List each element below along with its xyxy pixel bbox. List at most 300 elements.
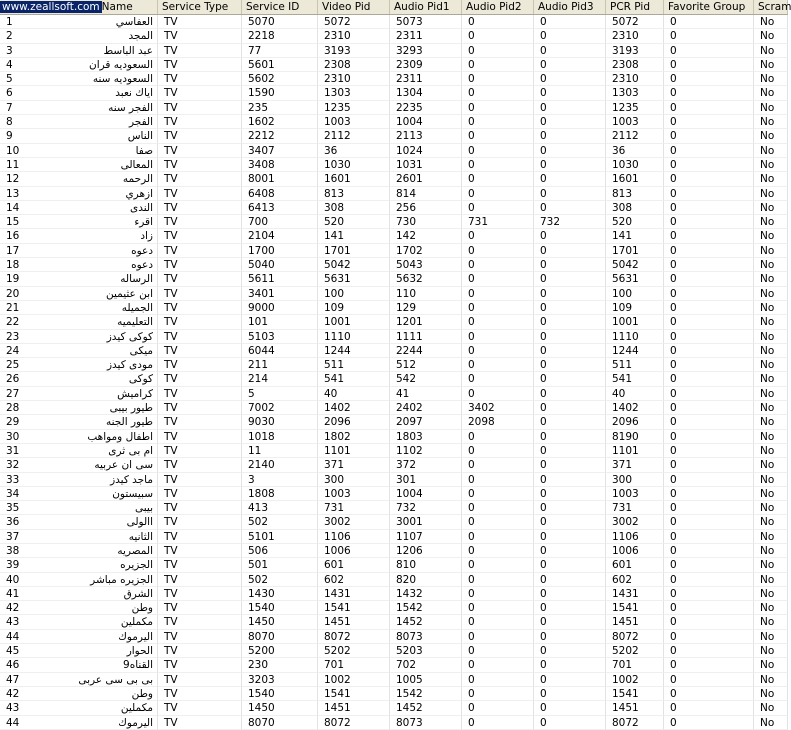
cell-service-type: TV bbox=[158, 29, 242, 43]
cell-pcr-pid: 1030 bbox=[606, 158, 664, 172]
channel-name: زاد bbox=[140, 230, 153, 243]
channel-name: كراميش bbox=[117, 387, 153, 400]
cell-video-pid: 1002 bbox=[318, 673, 390, 687]
cell-service-id: 3401 bbox=[242, 287, 318, 301]
cell-service-id: 1540 bbox=[242, 601, 318, 615]
column-header-name[interactable] bbox=[0, 0, 158, 14]
column-header-service-id[interactable]: Service ID bbox=[242, 0, 318, 14]
cell-video-pid: 1106 bbox=[318, 530, 390, 544]
table-row[interactable] bbox=[0, 444, 788, 458]
cell-audio-pid1: 730 bbox=[390, 215, 462, 229]
cell-video-pid: 3002 bbox=[318, 515, 390, 529]
row-number: 42 bbox=[6, 687, 20, 700]
cell-video-pid: 5631 bbox=[318, 272, 390, 286]
cell-name bbox=[0, 258, 158, 272]
cell-video-pid: 602 bbox=[318, 573, 390, 587]
table-row[interactable] bbox=[0, 187, 788, 201]
cell-favorite-group: 0 bbox=[664, 258, 754, 272]
cell-favorite-group: 0 bbox=[664, 601, 754, 615]
cell-scrambled: No bbox=[754, 387, 788, 401]
cell-scrambled: No bbox=[754, 15, 788, 29]
row-number: 46 bbox=[6, 659, 20, 672]
cell-video-pid: 1235 bbox=[318, 101, 390, 115]
cell-audio-pid2: 0 bbox=[462, 201, 534, 215]
cell-pcr-pid: 2310 bbox=[606, 29, 664, 43]
table-row[interactable] bbox=[0, 558, 788, 572]
cell-video-pid: 8072 bbox=[318, 716, 390, 730]
column-header-favorite-group[interactable]: Favorite Group bbox=[664, 0, 754, 14]
cell-video-pid: 1001 bbox=[318, 315, 390, 329]
table-row[interactable] bbox=[0, 144, 788, 158]
cell-audio-pid1: 1004 bbox=[390, 115, 462, 129]
row-number: 42 bbox=[6, 602, 20, 615]
table-row[interactable] bbox=[0, 430, 788, 444]
cell-video-pid: 1431 bbox=[318, 587, 390, 601]
cell-audio-pid3: 0 bbox=[534, 372, 606, 386]
cell-audio-pid3: 0 bbox=[534, 358, 606, 372]
table-row[interactable] bbox=[0, 172, 788, 186]
cell-video-pid: 2308 bbox=[318, 58, 390, 72]
cell-service-id: 1540 bbox=[242, 687, 318, 701]
column-header-audio-pid1[interactable]: Audio Pid1 bbox=[390, 0, 462, 14]
cell-audio-pid2: 731 bbox=[462, 215, 534, 229]
cell-audio-pid1: 8073 bbox=[390, 630, 462, 644]
cell-pcr-pid: 1003 bbox=[606, 487, 664, 501]
table-row[interactable] bbox=[0, 330, 788, 344]
cell-pcr-pid: 2096 bbox=[606, 415, 664, 429]
channel-name: وطن bbox=[131, 687, 153, 700]
cell-service-type: TV bbox=[158, 58, 242, 72]
table-row[interactable] bbox=[0, 287, 788, 301]
cell-service-type: TV bbox=[158, 530, 242, 544]
cell-pcr-pid: 8190 bbox=[606, 430, 664, 444]
table-row[interactable] bbox=[0, 158, 788, 172]
cell-audio-pid2: 0 bbox=[462, 687, 534, 701]
table-row[interactable] bbox=[0, 229, 788, 243]
table-row[interactable] bbox=[0, 72, 788, 86]
table-row[interactable] bbox=[0, 44, 788, 58]
row-number: 45 bbox=[6, 645, 20, 658]
cell-audio-pid2: 0 bbox=[462, 573, 534, 587]
cell-pcr-pid: 371 bbox=[606, 458, 664, 472]
cell-pcr-pid: 601 bbox=[606, 558, 664, 572]
cell-audio-pid2: 0 bbox=[462, 716, 534, 730]
table-row[interactable] bbox=[0, 258, 788, 272]
cell-scrambled: No bbox=[754, 673, 788, 687]
column-header-video-pid[interactable]: Video Pid bbox=[318, 0, 390, 14]
cell-pcr-pid: 813 bbox=[606, 187, 664, 201]
cell-service-id: 2140 bbox=[242, 458, 318, 472]
row-number: 19 bbox=[6, 273, 20, 286]
cell-video-pid: 308 bbox=[318, 201, 390, 215]
cell-pcr-pid: 1451 bbox=[606, 615, 664, 629]
cell-audio-pid1: 1452 bbox=[390, 615, 462, 629]
row-number: 40 bbox=[6, 573, 20, 586]
cell-service-type: TV bbox=[158, 515, 242, 529]
table-row[interactable] bbox=[0, 115, 788, 129]
column-header-audio-pid2[interactable]: Audio Pid2 bbox=[462, 0, 534, 14]
cell-scrambled: No bbox=[754, 244, 788, 258]
table-row[interactable] bbox=[0, 215, 788, 229]
cell-scrambled: No bbox=[754, 258, 788, 272]
table-row[interactable] bbox=[0, 129, 788, 143]
cell-service-id: 6044 bbox=[242, 344, 318, 358]
cell-service-type: TV bbox=[158, 201, 242, 215]
cell-scrambled: No bbox=[754, 301, 788, 315]
channel-name: الثانيه bbox=[128, 530, 153, 543]
row-number: 2 bbox=[6, 30, 13, 43]
cell-scrambled: No bbox=[754, 601, 788, 615]
cell-name bbox=[0, 287, 158, 301]
cell-name bbox=[0, 215, 158, 229]
row-number: 1 bbox=[6, 16, 13, 28]
cell-service-id: 506 bbox=[242, 544, 318, 558]
cell-audio-pid2: 0 bbox=[462, 530, 534, 544]
table-row[interactable] bbox=[0, 58, 788, 72]
channel-name: اليرموك bbox=[118, 716, 153, 729]
cell-audio-pid1: 5632 bbox=[390, 272, 462, 286]
cell-audio-pid3: 0 bbox=[534, 29, 606, 43]
cell-audio-pid2: 0 bbox=[462, 658, 534, 672]
cell-audio-pid2: 0 bbox=[462, 444, 534, 458]
table-row[interactable] bbox=[0, 515, 788, 529]
row-number: 41 bbox=[6, 587, 20, 600]
cell-service-id: 502 bbox=[242, 515, 318, 529]
cell-name bbox=[0, 615, 158, 629]
column-header-service-type[interactable]: Service Type bbox=[158, 0, 242, 14]
table-row[interactable] bbox=[0, 315, 788, 329]
table-row[interactable] bbox=[0, 101, 788, 115]
cell-pcr-pid: 1003 bbox=[606, 115, 664, 129]
cell-audio-pid1: 372 bbox=[390, 458, 462, 472]
channel-name: مكملين bbox=[120, 616, 153, 629]
cell-video-pid: 1601 bbox=[318, 172, 390, 186]
cell-audio-pid1: 256 bbox=[390, 201, 462, 215]
cell-audio-pid2: 0 bbox=[462, 430, 534, 444]
cell-favorite-group: 0 bbox=[664, 158, 754, 172]
cell-scrambled: No bbox=[754, 44, 788, 58]
cell-favorite-group: 0 bbox=[664, 372, 754, 386]
table-row[interactable] bbox=[0, 29, 788, 43]
cell-audio-pid1: 1542 bbox=[390, 687, 462, 701]
cell-service-id: 5602 bbox=[242, 72, 318, 86]
table-row[interactable] bbox=[0, 658, 788, 672]
cell-audio-pid1: 702 bbox=[390, 658, 462, 672]
cell-name bbox=[0, 687, 158, 701]
row-number: 5 bbox=[6, 73, 13, 86]
cell-service-id: 5070 bbox=[242, 15, 318, 29]
cell-audio-pid3: 0 bbox=[534, 315, 606, 329]
cell-favorite-group: 0 bbox=[664, 716, 754, 730]
cell-audio-pid2: 0 bbox=[462, 487, 534, 501]
cell-service-type: TV bbox=[158, 287, 242, 301]
cell-scrambled: No bbox=[754, 215, 788, 229]
cell-pcr-pid: 1244 bbox=[606, 344, 664, 358]
table-row[interactable] bbox=[0, 544, 788, 558]
cell-service-type: TV bbox=[158, 587, 242, 601]
table-row[interactable] bbox=[0, 344, 788, 358]
cell-video-pid: 1451 bbox=[318, 701, 390, 715]
cell-scrambled: No bbox=[754, 272, 788, 286]
table-row[interactable] bbox=[0, 573, 788, 587]
row-number: 7 bbox=[6, 101, 13, 114]
cell-audio-pid2: 0 bbox=[462, 673, 534, 687]
column-header-pcr-pid[interactable]: PCR Pid bbox=[606, 0, 664, 14]
cell-audio-pid1: 512 bbox=[390, 358, 462, 372]
cell-audio-pid3: 0 bbox=[534, 287, 606, 301]
row-number: 4 bbox=[6, 58, 13, 71]
table-row[interactable] bbox=[0, 458, 788, 472]
table-row[interactable] bbox=[0, 358, 788, 372]
cell-favorite-group: 0 bbox=[664, 187, 754, 201]
cell-service-type: TV bbox=[158, 215, 242, 229]
row-number: 9 bbox=[6, 130, 13, 143]
cell-service-id: 3408 bbox=[242, 158, 318, 172]
table-row[interactable] bbox=[0, 601, 788, 615]
cell-audio-pid1: 5043 bbox=[390, 258, 462, 272]
cell-service-type: TV bbox=[158, 716, 242, 730]
table-row[interactable] bbox=[0, 644, 788, 658]
cell-video-pid: 731 bbox=[318, 501, 390, 515]
cell-pcr-pid: 1001 bbox=[606, 315, 664, 329]
channel-name: مودى كيدز bbox=[106, 359, 153, 372]
cell-audio-pid1: 810 bbox=[390, 558, 462, 572]
table-row[interactable] bbox=[0, 687, 788, 701]
cell-service-id: 5601 bbox=[242, 58, 318, 72]
row-number: 43 bbox=[6, 616, 20, 629]
cell-service-id: 214 bbox=[242, 372, 318, 386]
cell-favorite-group: 0 bbox=[664, 558, 754, 572]
cell-name bbox=[0, 201, 158, 215]
cell-audio-pid2: 0 bbox=[462, 330, 534, 344]
table-row[interactable] bbox=[0, 244, 788, 258]
channel-name: ميكى bbox=[129, 344, 153, 357]
cell-service-id: 6408 bbox=[242, 187, 318, 201]
cell-video-pid: 601 bbox=[318, 558, 390, 572]
cell-video-pid: 2310 bbox=[318, 29, 390, 43]
cell-audio-pid3: 0 bbox=[534, 444, 606, 458]
channel-name: بى بى سى عربى bbox=[78, 673, 153, 686]
cell-audio-pid3: 0 bbox=[534, 301, 606, 315]
cell-audio-pid3: 0 bbox=[534, 544, 606, 558]
cell-pcr-pid: 1541 bbox=[606, 687, 664, 701]
cell-name bbox=[0, 530, 158, 544]
cell-name bbox=[0, 658, 158, 672]
channel-name: مكملين bbox=[120, 702, 153, 715]
cell-favorite-group: 0 bbox=[664, 473, 754, 487]
table-row[interactable] bbox=[0, 630, 788, 644]
cell-name bbox=[0, 15, 158, 29]
channel-name: الحوار bbox=[126, 645, 153, 658]
cell-name bbox=[0, 86, 158, 100]
cell-scrambled: No bbox=[754, 415, 788, 429]
cell-audio-pid1: 142 bbox=[390, 229, 462, 243]
cell-favorite-group: 0 bbox=[664, 358, 754, 372]
cell-audio-pid3: 0 bbox=[534, 687, 606, 701]
cell-scrambled: No bbox=[754, 473, 788, 487]
cell-favorite-group: 0 bbox=[664, 144, 754, 158]
cell-audio-pid1: 1031 bbox=[390, 158, 462, 172]
table-row[interactable] bbox=[0, 15, 788, 29]
cell-service-type: TV bbox=[158, 458, 242, 472]
table-row[interactable] bbox=[0, 530, 788, 544]
row-number: 20 bbox=[6, 287, 20, 300]
cell-scrambled: No bbox=[754, 29, 788, 43]
cell-pcr-pid: 1235 bbox=[606, 101, 664, 115]
cell-video-pid: 1006 bbox=[318, 544, 390, 558]
cell-audio-pid2: 0 bbox=[462, 187, 534, 201]
cell-scrambled: No bbox=[754, 58, 788, 72]
cell-favorite-group: 0 bbox=[664, 172, 754, 186]
channel-name: العفاسي bbox=[115, 16, 153, 28]
channel-name: ازهري bbox=[125, 187, 153, 200]
cell-service-id: 1450 bbox=[242, 615, 318, 629]
cell-service-type: TV bbox=[158, 615, 242, 629]
cell-audio-pid3: 0 bbox=[534, 229, 606, 243]
table-row[interactable] bbox=[0, 387, 788, 401]
cell-name bbox=[0, 115, 158, 129]
cell-favorite-group: 0 bbox=[664, 587, 754, 601]
table-row[interactable] bbox=[0, 501, 788, 515]
cell-service-id: 5 bbox=[242, 387, 318, 401]
cell-video-pid: 2112 bbox=[318, 129, 390, 143]
cell-pcr-pid: 2112 bbox=[606, 129, 664, 143]
channel-name: السعوديه سنه bbox=[92, 73, 153, 86]
column-header-scrambled[interactable]: Scram bbox=[754, 0, 788, 14]
cell-audio-pid1: 2235 bbox=[390, 101, 462, 115]
cell-scrambled: No bbox=[754, 716, 788, 730]
row-number: 44 bbox=[6, 630, 20, 643]
table-row[interactable] bbox=[0, 201, 788, 215]
channel-name: اقرء bbox=[134, 216, 153, 229]
cell-scrambled: No bbox=[754, 615, 788, 629]
cell-pcr-pid: 5072 bbox=[606, 15, 664, 29]
table-row[interactable] bbox=[0, 473, 788, 487]
cell-name bbox=[0, 401, 158, 415]
cell-audio-pid3: 0 bbox=[534, 458, 606, 472]
cell-video-pid: 541 bbox=[318, 372, 390, 386]
row-number: 31 bbox=[6, 444, 20, 457]
cell-video-pid: 1802 bbox=[318, 430, 390, 444]
cell-name bbox=[0, 544, 158, 558]
cell-scrambled: No bbox=[754, 658, 788, 672]
cell-name bbox=[0, 144, 158, 158]
cell-audio-pid1: 2402 bbox=[390, 401, 462, 415]
cell-service-type: TV bbox=[158, 330, 242, 344]
cell-audio-pid1: 1201 bbox=[390, 315, 462, 329]
cell-scrambled: No bbox=[754, 573, 788, 587]
cell-audio-pid3: 0 bbox=[534, 244, 606, 258]
channel-name: الجزيره مباشر bbox=[90, 573, 153, 586]
table-row[interactable] bbox=[0, 587, 788, 601]
table-row[interactable] bbox=[0, 372, 788, 386]
table-row[interactable] bbox=[0, 615, 788, 629]
table-row[interactable] bbox=[0, 716, 788, 730]
cell-favorite-group: 0 bbox=[664, 615, 754, 629]
column-header-audio-pid3[interactable]: Audio Pid3 bbox=[534, 0, 606, 14]
cell-video-pid: 1303 bbox=[318, 86, 390, 100]
cell-favorite-group: 0 bbox=[664, 701, 754, 715]
cell-audio-pid3: 0 bbox=[534, 344, 606, 358]
cell-audio-pid2: 0 bbox=[462, 101, 534, 115]
cell-pcr-pid: 40 bbox=[606, 387, 664, 401]
cell-audio-pid2: 0 bbox=[462, 315, 534, 329]
table-row[interactable] bbox=[0, 701, 788, 715]
cell-audio-pid1: 1542 bbox=[390, 601, 462, 615]
cell-name bbox=[0, 644, 158, 658]
table-row[interactable] bbox=[0, 673, 788, 687]
cell-scrambled: No bbox=[754, 229, 788, 243]
cell-pcr-pid: 511 bbox=[606, 358, 664, 372]
cell-audio-pid2: 0 bbox=[462, 601, 534, 615]
row-number: 25 bbox=[6, 359, 20, 372]
channel-name: بيبى bbox=[134, 502, 153, 515]
cell-audio-pid2: 0 bbox=[462, 701, 534, 715]
cell-favorite-group: 0 bbox=[664, 401, 754, 415]
cell-scrambled: No bbox=[754, 344, 788, 358]
table-row[interactable] bbox=[0, 401, 788, 415]
cell-service-id: 2212 bbox=[242, 129, 318, 143]
cell-audio-pid2: 0 bbox=[462, 544, 534, 558]
channel-name: سبيستون bbox=[112, 487, 153, 500]
cell-audio-pid2: 0 bbox=[462, 115, 534, 129]
table-row[interactable] bbox=[0, 487, 788, 501]
cell-name bbox=[0, 101, 158, 115]
cell-audio-pid3: 0 bbox=[534, 630, 606, 644]
cell-service-type: TV bbox=[158, 258, 242, 272]
cell-service-id: 1602 bbox=[242, 115, 318, 129]
cell-pcr-pid: 1402 bbox=[606, 401, 664, 415]
cell-audio-pid2: 0 bbox=[462, 515, 534, 529]
cell-name bbox=[0, 673, 158, 687]
table-row[interactable] bbox=[0, 301, 788, 315]
cell-service-type: TV bbox=[158, 558, 242, 572]
cell-audio-pid2: 0 bbox=[462, 86, 534, 100]
cell-service-type: TV bbox=[158, 344, 242, 358]
row-number: 32 bbox=[6, 459, 20, 472]
table-row[interactable] bbox=[0, 86, 788, 100]
channel-name: الجزيره bbox=[120, 559, 153, 572]
table-row[interactable] bbox=[0, 272, 788, 286]
cell-service-type: TV bbox=[158, 544, 242, 558]
cell-audio-pid3: 0 bbox=[534, 716, 606, 730]
cell-favorite-group: 0 bbox=[664, 315, 754, 329]
table-row[interactable] bbox=[0, 415, 788, 429]
cell-audio-pid1: 8073 bbox=[390, 716, 462, 730]
cell-audio-pid3: 0 bbox=[534, 158, 606, 172]
cell-video-pid: 141 bbox=[318, 229, 390, 243]
cell-name bbox=[0, 458, 158, 472]
cell-scrambled: No bbox=[754, 444, 788, 458]
cell-audio-pid2: 0 bbox=[462, 344, 534, 358]
channel-name: طيور الجنه bbox=[105, 416, 153, 429]
cell-favorite-group: 0 bbox=[664, 244, 754, 258]
cell-service-type: TV bbox=[158, 673, 242, 687]
cell-service-type: TV bbox=[158, 630, 242, 644]
cell-video-pid: 1402 bbox=[318, 401, 390, 415]
cell-scrambled: No bbox=[754, 72, 788, 86]
cell-favorite-group: 0 bbox=[664, 658, 754, 672]
cell-audio-pid2: 0 bbox=[462, 301, 534, 315]
cell-audio-pid3: 0 bbox=[534, 487, 606, 501]
cell-audio-pid3: 0 bbox=[534, 201, 606, 215]
cell-service-type: TV bbox=[158, 301, 242, 315]
channel-name: القناه9 bbox=[123, 659, 153, 672]
channel-name: صفا bbox=[135, 144, 153, 157]
cell-scrambled: No bbox=[754, 401, 788, 415]
cell-service-type: TV bbox=[158, 44, 242, 58]
cell-scrambled: No bbox=[754, 630, 788, 644]
